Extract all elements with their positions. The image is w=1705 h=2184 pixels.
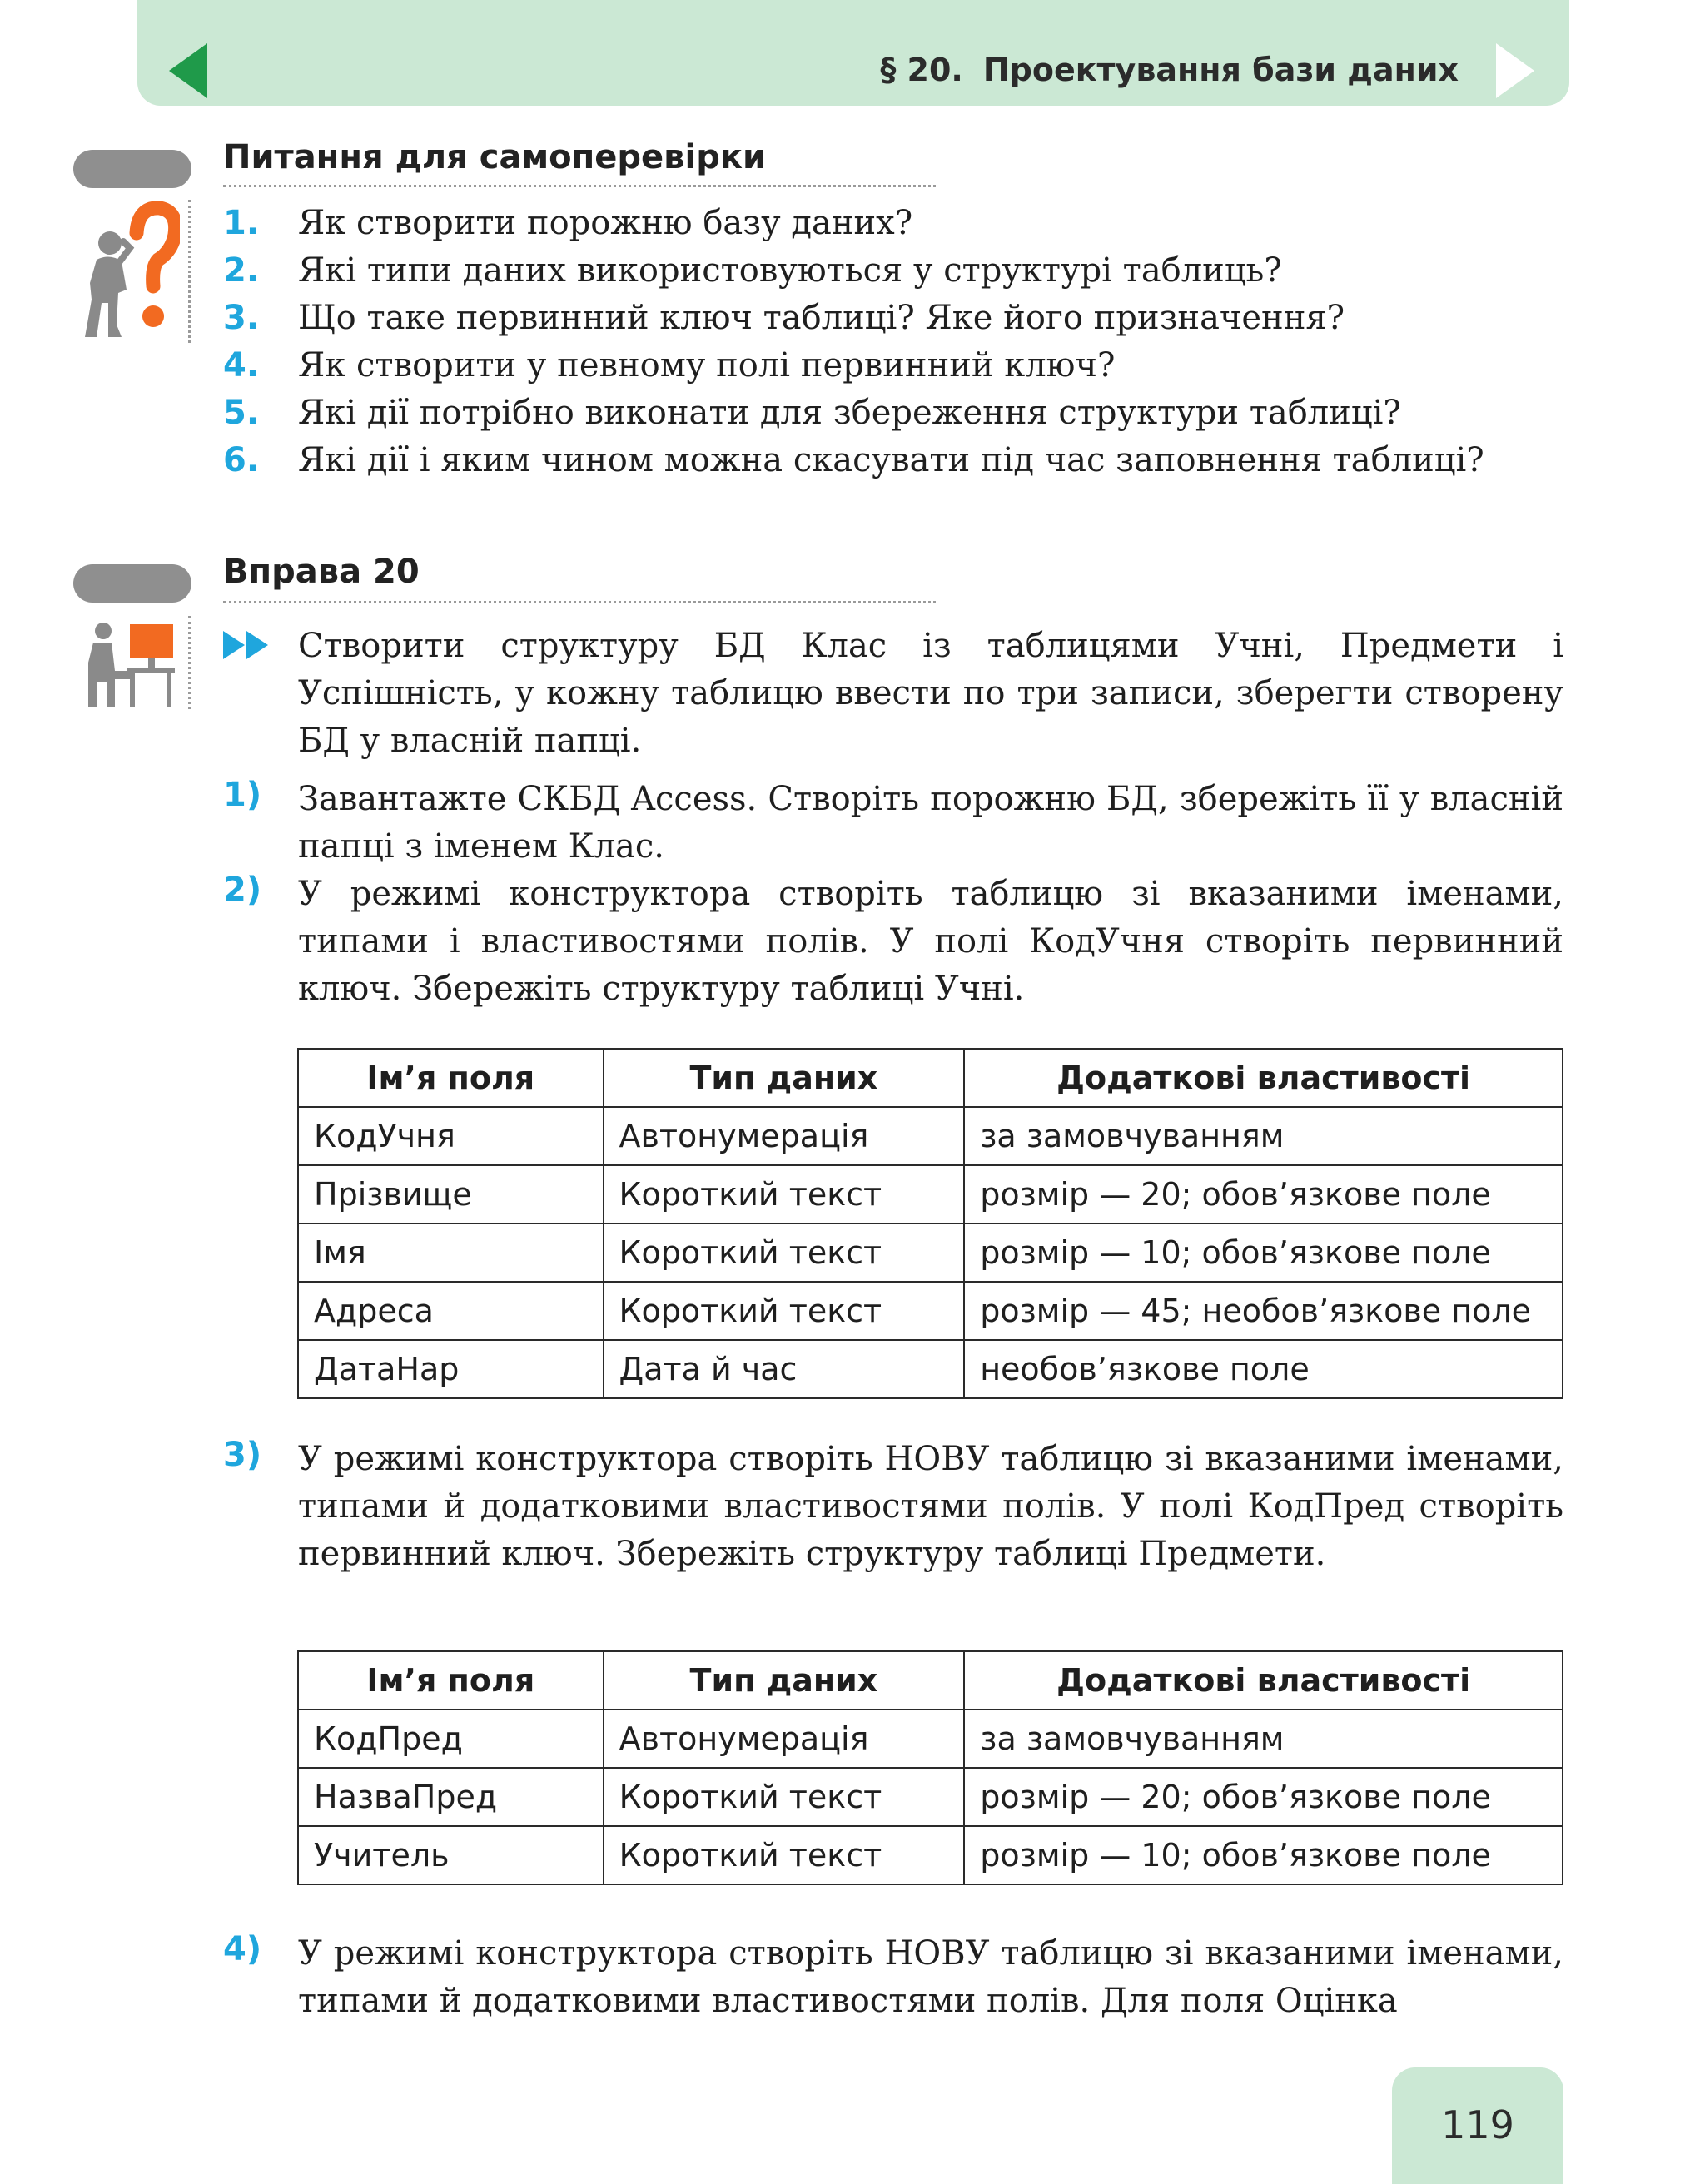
step-text: У режимі конструктора створіть таблицю зі вказаними іменами, типами і властивостями полів. У полі КодУчня створіть первинний ключ. Збережіть структуру таблиці Учні. — [298, 875, 1563, 1008]
section-vertical-divider — [188, 616, 191, 709]
table-row — [298, 1282, 1563, 1340]
table-row — [298, 1224, 1563, 1282]
properties-cell: розмір — 10; обов’язкове поле — [964, 1224, 1563, 1282]
field-name-cell: Імя — [298, 1224, 604, 1282]
thinking-person-question-icon — [72, 200, 180, 341]
exercise-step — [223, 871, 1563, 1013]
data-type-cell: Короткий текст — [604, 1224, 965, 1282]
double-arrow-icon — [223, 631, 270, 659]
exercise-title: Вправа 20 — [223, 553, 420, 591]
question-text: Як створити у певному полі первинний ключ? — [298, 346, 1116, 385]
column-header: Ім’я поля — [298, 1049, 604, 1107]
properties-cell: за замовчуванням — [964, 1710, 1563, 1768]
question-item — [223, 204, 1563, 251]
table-header-row — [298, 1049, 1563, 1107]
step-text: У режимі конструктора створіть НОВУ таблицю зі вказаними іменами, типами й додатковими властивостями полів. У полі КодПред створіть первинний ключ. Збережіть структуру таблиці Предмети. — [298, 1440, 1563, 1573]
exercise-step — [223, 776, 1563, 871]
data-type-cell: Короткий текст — [604, 1282, 965, 1340]
properties-cell: розмір — 45; необов’язкове поле — [964, 1282, 1563, 1340]
column-header: Тип даних — [604, 1049, 965, 1107]
question-item — [223, 251, 1563, 299]
section-title: Проектування бази даних — [982, 52, 1459, 88]
table-row — [298, 1340, 1563, 1398]
question-item — [223, 394, 1563, 441]
question-text: Що таке первинний ключ таблиці? Яке його призначення? — [298, 299, 1345, 337]
question-text: Як створити порожню базу даних? — [298, 204, 913, 242]
question-number: 3. — [223, 299, 260, 337]
table-row — [298, 1768, 1563, 1826]
field-name-cell: Учитель — [298, 1826, 604, 1884]
question-item — [223, 299, 1563, 346]
self-check-question-list — [223, 204, 1563, 489]
section-number: § 20. — [880, 52, 963, 88]
table-row — [298, 1165, 1563, 1224]
question-number: 5. — [223, 394, 260, 432]
person-at-computer-icon — [82, 619, 175, 711]
question-number: 1. — [223, 204, 260, 242]
field-name-cell: ДатаНар — [298, 1340, 604, 1398]
field-name-cell: Прізвище — [298, 1165, 604, 1224]
self-check-title: Питання для самоперевірки — [223, 138, 767, 176]
data-type-cell: Автонумерація — [604, 1710, 965, 1768]
page-number: 119 — [1441, 2102, 1514, 2147]
column-header: Додаткові властивості — [964, 1651, 1563, 1710]
field-name-cell: НазваПред — [298, 1768, 604, 1826]
data-type-cell: Короткий текст — [604, 1826, 965, 1884]
column-header: Додаткові властивості — [964, 1049, 1563, 1107]
question-number: 4. — [223, 346, 260, 385]
exercise-intro — [223, 623, 1563, 765]
data-type-cell: Автонумерація — [604, 1107, 965, 1165]
field-name-cell: Адреса — [298, 1282, 604, 1340]
question-item — [223, 346, 1563, 394]
field-name-cell: КодПред — [298, 1710, 604, 1768]
field-name-cell: КодУчня — [298, 1107, 604, 1165]
chapter-header-title — [880, 52, 1459, 88]
properties-cell: розмір — 20; обов’язкове поле — [964, 1768, 1563, 1826]
page-number-tab — [1392, 2067, 1563, 2184]
step-number: 4) — [223, 1930, 262, 1968]
exercise-step — [223, 1930, 1563, 2025]
next-page-arrow-icon[interactable] — [1496, 43, 1534, 98]
question-text: Які типи даних використовуються у структурі таблиць? — [298, 251, 1282, 290]
data-type-cell: Короткий текст — [604, 1768, 965, 1826]
step-text: Завантажте СКБД Access. Створіть порожню БД, збережіть її у власній папці з іменем Клас. — [298, 780, 1563, 866]
table-row — [298, 1710, 1563, 1768]
step-number: 3) — [223, 1436, 262, 1474]
question-item — [223, 441, 1563, 489]
table-row — [298, 1826, 1563, 1884]
properties-cell: за замовчуванням — [964, 1107, 1563, 1165]
step-number: 2) — [223, 871, 262, 909]
question-text: Які дії і яким чином можна скасувати під час заповнення таблиці? — [298, 441, 1484, 479]
column-header: Тип даних — [604, 1651, 965, 1710]
previous-page-arrow-icon[interactable] — [169, 43, 207, 98]
data-type-cell: Короткий текст — [604, 1165, 965, 1224]
question-number: 6. — [223, 441, 260, 479]
question-number: 2. — [223, 251, 260, 290]
properties-cell: необов’язкове поле — [964, 1340, 1563, 1398]
subjects-fields-table — [297, 1650, 1563, 1885]
students-fields-table — [297, 1048, 1563, 1399]
table-row — [298, 1107, 1563, 1165]
step-text: У режимі конструктора створіть НОВУ таблицю зі вказаними іменами, типами й додатковими властивостями полів. Для поля Оцінка — [298, 1934, 1563, 2020]
exercise-intro-text: Створити структуру БД Клас із таблицями Учні, Предмети і Успішність, у кожну таблицю ввести по три записи, зберегти створену БД у власній папці. — [298, 627, 1563, 760]
section-divider — [223, 185, 936, 187]
exercise-step — [223, 1436, 1563, 1578]
section-vertical-divider — [188, 200, 191, 343]
section-marker-pill — [73, 150, 191, 188]
section-marker-pill — [73, 564, 191, 603]
section-divider — [223, 601, 936, 603]
step-number: 1) — [223, 776, 262, 814]
properties-cell: розмір — 20; обов’язкове поле — [964, 1165, 1563, 1224]
question-text: Які дії потрібно виконати для збереження структури таблиці? — [298, 394, 1401, 432]
column-header: Ім’я поля — [298, 1651, 604, 1710]
table-header-row — [298, 1651, 1563, 1710]
properties-cell: розмір — 10; обов’язкове поле — [964, 1826, 1563, 1884]
data-type-cell: Дата й час — [604, 1340, 965, 1398]
